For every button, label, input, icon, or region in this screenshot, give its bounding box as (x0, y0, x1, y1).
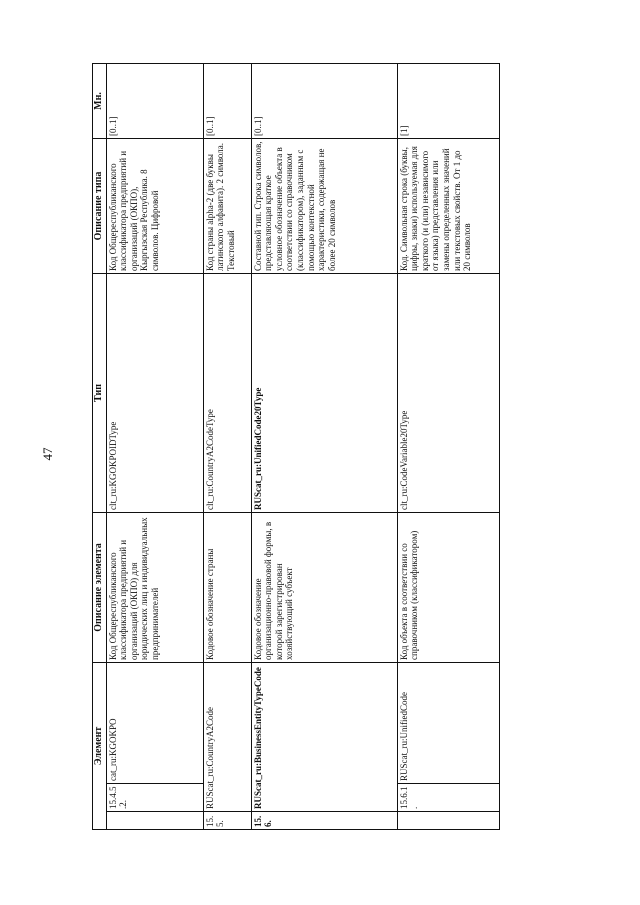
header-type: Тип (93, 273, 107, 512)
row-type-description: Составной тип. Строка символов, представляющая краткое условное обозначение объекта в соответствии со справочником (классификатором), заданным с помощью контекстной характеристики, содержащая не более 20 символов (251, 138, 397, 273)
row-type: RUScat_ru:UnifiedCode20Type (251, 273, 397, 512)
table-header-row (93, 63, 107, 829)
table-row (106, 63, 203, 829)
row-type-description: Код. Символьная строка (буквы, цифры, знаки) используемая для краткого (и (или) независимого от языка) представления или замены определенных значений или текстовых свойств. От 1 до 20 символов (397, 138, 499, 273)
row-multiplicity: [0..1] (203, 63, 251, 138)
row-element-name: RUScat_ru:UnifiedCode (397, 662, 499, 783)
row-multiplicity: [1] (397, 63, 499, 138)
page-number: 47 (40, 447, 55, 461)
row-inner-number: 15.4.5.2. (106, 784, 203, 812)
row-element-description: Кодовое обозначение страны (203, 512, 251, 662)
row-type: clt_ru:CountryA2CodeType (203, 273, 251, 512)
row-element-name: cat_ru:KGOKPO (106, 662, 203, 783)
row-inner-number: 15.6.1. (397, 784, 499, 812)
row-element-name: RUScat_ru:BusinessEntityTypeCode (251, 662, 397, 811)
row-element-description: Код объекта в соответствии со справочником (классификатором) (397, 512, 499, 662)
row-element-name: RUScat_ru:CountryA2Code (203, 662, 251, 811)
row-outer-number: 15.5. (203, 812, 251, 830)
row-type-description: Код страны alpha-2 (две буквы латинского алфавита). 2 символа. Текстовый (203, 138, 251, 273)
table-row (203, 63, 251, 829)
header-element-description: Описание элемента (93, 512, 107, 662)
table-row (251, 63, 397, 829)
elements-table (92, 63, 500, 830)
row-type: clt_ru:CodeVariable20Type (397, 273, 499, 512)
row-outer-number (106, 812, 203, 830)
row-outer-number: 15.6. (251, 812, 397, 830)
row-multiplicity: [0..1] (106, 63, 203, 138)
header-element: Элемент (93, 662, 107, 829)
header-type-description: Описание типа (93, 138, 107, 273)
rotated-table-container (92, 63, 500, 830)
row-multiplicity: [0..1] (251, 63, 397, 138)
row-element-description: Код Общереспубликанского классификатора предприятий и организаций (ОКПО) для юридических лиц и индивидуальных предпринимателей (106, 512, 203, 662)
row-outer-number (397, 812, 499, 830)
row-type-description: Код Общереспубликанского классификатора предприятий и организаций (ОКПО), Кыргызская Республика. 8 символов. Цифровой (106, 138, 203, 273)
row-element-description: Кодовое обозначение организационно-правовой формы, в которой зарегистрирован хозяйствующий субъект (251, 512, 397, 662)
header-multiplicity: Мн. (93, 63, 107, 138)
row-type: clt_ru:KGOKPOIDType (106, 273, 203, 512)
table-row (397, 63, 499, 829)
